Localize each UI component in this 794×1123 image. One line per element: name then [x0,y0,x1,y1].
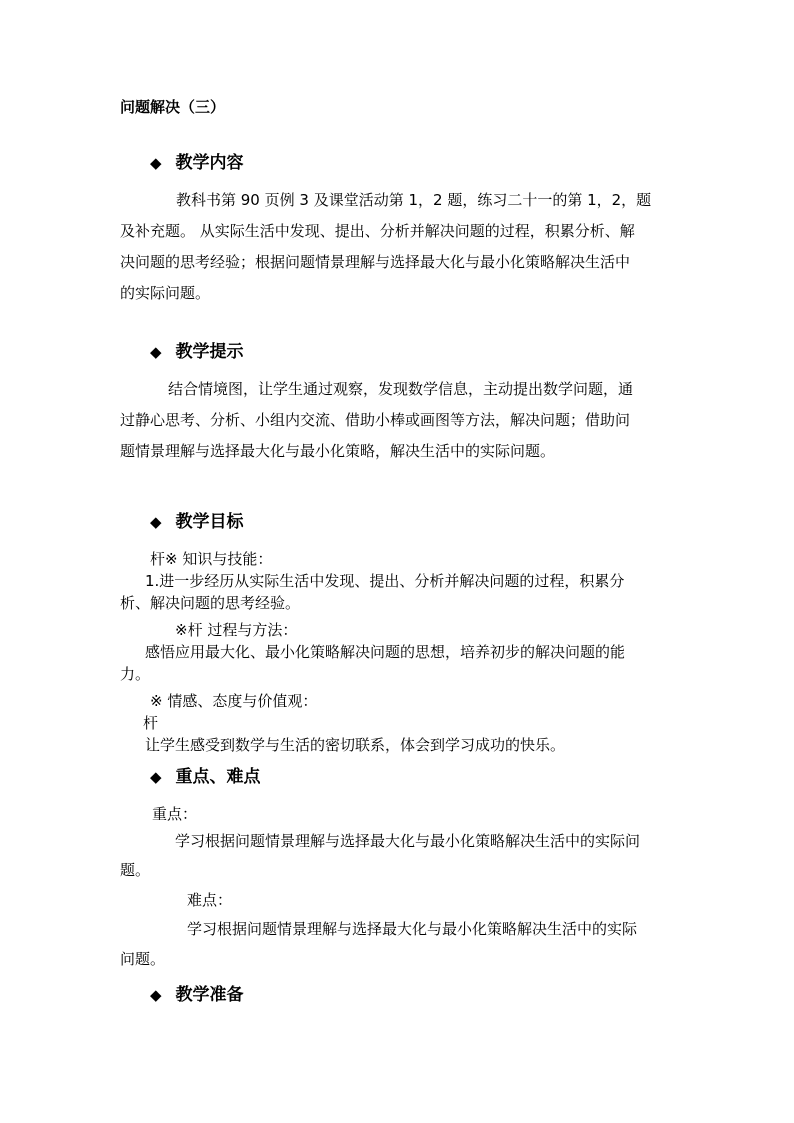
paragraph-line: 决问题的思考经验；根据问题情景理解与选择最大化与最小化策略解决生活中 [120,253,631,271]
document-title: 问题解决（三） [120,98,226,116]
diamond-bullet-icon: ◆ [150,768,162,786]
diamond-bullet-icon: ◆ [150,343,162,361]
paragraph-line: 教科书第 90 页例 3 及课堂活动第 1，2 题，练习二十一的第 1，2，题 [176,191,652,209]
paragraph-line: 1.进一步经历从实际生活中发现、提出、分析并解决问题的过程，积累分 [145,572,625,590]
paragraph-line: 学习根据问题情景理解与选择最大化与最小化策略解决生活中的实际 [187,920,638,938]
section-title: 教学内容 [175,153,244,173]
section-heading-goals [150,507,244,532]
section-heading-prep [150,980,244,1005]
section-heading-tips [150,337,244,362]
paragraph-line: 让学生感受到数学与生活的密切联系，体会到学习成功的快乐。 [145,736,566,754]
paragraph-line: 的实际问题。 [120,284,211,302]
paragraph-line: 学习根据问题情景理解与选择最大化与最小化策略解决生活中的实际问 [175,832,641,850]
paragraph-line: 力。 [120,665,151,683]
paragraph-line: 过静心思考、分析、小组内交流、借助小棒或画图等方法，解决问题；借助问 [120,411,631,429]
section-title: 教学准备 [175,985,244,1005]
section-title: 教学提示 [175,342,244,362]
paragraph-line: 问题。 [120,950,166,968]
paragraph-line: 结合情境图，让学生通过观察，发现数学信息，主动提出数学问题，通 [168,380,634,398]
paragraph-line: 析、解决问题的思考经验。 [120,594,301,612]
subsection-label-emotion: ※ 情感、态度与价值观： [150,692,318,710]
diamond-bullet-icon: ◆ [150,513,162,531]
paragraph-line: 感悟应用最大化、最小化策略解决问题的思想，培养初步的解决问题的能 [145,643,626,661]
subsection-label-knowledge: 杆※ 知识与技能： [150,550,273,568]
paragraph-line: 题情景理解与选择最大化与最小化策略，解决生活中的实际问题。 [120,442,556,460]
diamond-bullet-icon: ◆ [150,986,162,1004]
section-title: 教学目标 [175,512,244,532]
key-point-label: 重点： [152,805,198,823]
diamond-bullet-icon: ◆ [150,154,162,172]
section-title: 重点、难点 [175,767,261,787]
difficult-point-label: 难点： [187,891,233,909]
section-heading-key-points [150,762,261,787]
subsection-label-process: ※杆 过程与方法： [175,621,298,639]
section-heading-content [150,148,244,173]
paragraph-line: 题。 [120,861,151,879]
marker-glyph: 杆 [143,714,159,732]
paragraph-line: 及补充题。 从实际生活中发现、提出、分析并解决问题的过程，积累分析、解 [120,222,635,240]
